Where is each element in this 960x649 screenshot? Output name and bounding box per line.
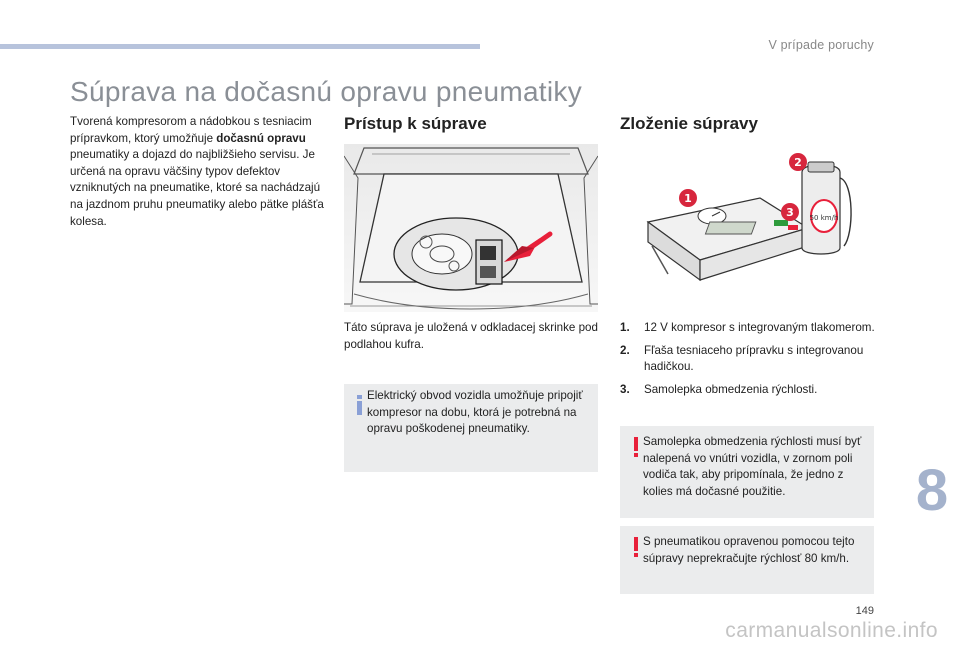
watermark: carmanualsonline.info [725, 619, 938, 642]
callout-2-label: 2 [794, 156, 802, 169]
warning-note-sticker [620, 426, 874, 518]
chapter-number: 8 [915, 457, 949, 523]
list-item-text: Samolepka obmedzenia rýchlosti. [644, 382, 818, 396]
intro-text-end: pneumatiky a dojazd do najbližšieho servisu. Je určená na opravu väčšiny typov defektov vzniknutých na pneumatike, ktoré sa nachádzajú na jazdnom pruhu pneumatiky alebo pätke plášťa kolesa. [70, 148, 324, 228]
section-title: V prípade poruchy [768, 38, 874, 52]
list-item [620, 320, 875, 337]
list-item-number: 3. [620, 382, 630, 396]
info-note-text: Elektrický obvod vozidla umožňuje pripojiť kompresor na dobu, ktorá je potrebná na opravu poškodenej pneumatiky. [367, 389, 583, 436]
warning-icon [628, 536, 644, 558]
list-item [620, 382, 875, 399]
warning-note-sticker-text: Samolepka obmedzenia rýchlosti musí byť nalepená vo vnútri vozidla, v zornom poli vodiča tak, aby pripomínala, že jedno z kolies má dočasné použitie. [643, 435, 862, 498]
warning-icon [628, 436, 644, 458]
header-accent-bar [0, 44, 480, 49]
trunk-illustration [344, 144, 598, 312]
list-item-number: 1. [620, 321, 630, 334]
list-item-text: 12 V kompresor s integrovaným tlakomerom. [644, 321, 875, 334]
page-number: 149 [855, 605, 874, 617]
page-title: Súprava na dočasnú opravu pneumatiky [70, 76, 583, 107]
access-heading: Prístup k súprave [344, 114, 487, 133]
warning-note-speed [620, 526, 874, 594]
trunk-compartment-image [344, 144, 598, 312]
component-list [620, 320, 875, 404]
callout-3-label: 3 [786, 206, 794, 219]
composition-heading: Zloženie súpravy [620, 114, 758, 133]
list-item [620, 343, 875, 376]
info-icon [352, 394, 368, 416]
repair-kit-image [640, 150, 860, 290]
info-note [344, 384, 598, 472]
intro-paragraph [70, 114, 325, 230]
list-item-number: 2. [620, 343, 630, 357]
intro-text-start: Tvorená kompresorom a nádobkou s tesniacim prípravkom, ktorý umožňuje [70, 115, 312, 145]
callout-1-label: 1 [684, 192, 692, 205]
list-item-text: Fľaša tesniaceho prípravku s integrovanou hadičkou. [644, 343, 864, 374]
speed-sticker-text: 50 km/h [809, 214, 839, 222]
intro-bold-text: dočasnú opravu [216, 131, 306, 145]
warning-note-speed-text: S pneumatikou opravenou pomocou tejto súpravy neprekračujte rýchlosť 80 km/h. [643, 535, 855, 565]
access-description: Táto súprava je uložená v odkladacej skrinke pod podlahou kufra. [344, 321, 598, 351]
repair-kit-illustration [640, 150, 860, 290]
